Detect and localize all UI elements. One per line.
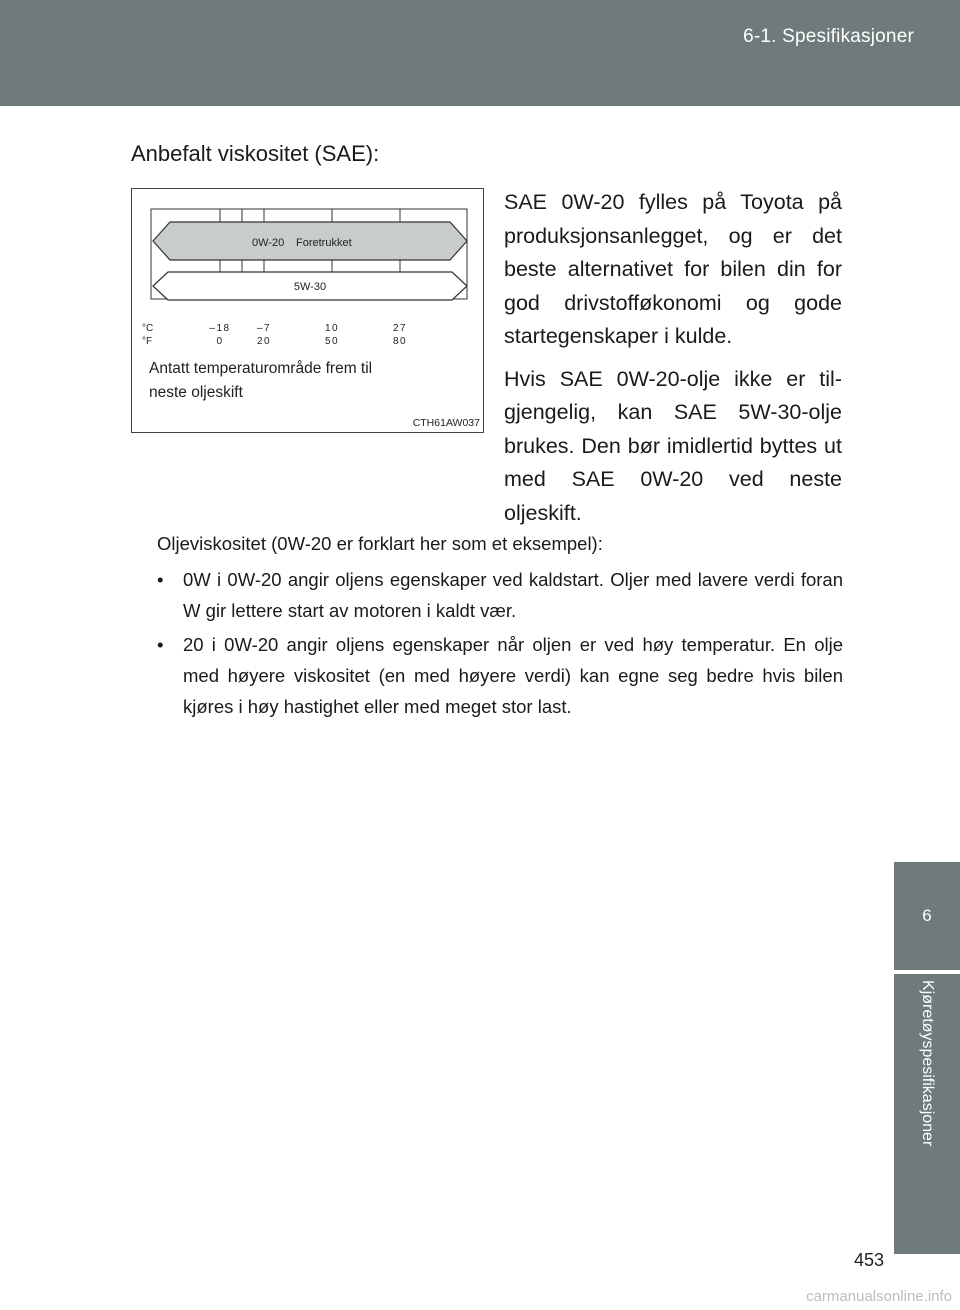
note-bullet-item <box>157 629 843 722</box>
note-bullet-text: 0W i 0W-20 angir oljens egenskaper ved kaldstart. Oljer med lavere verdi foran W gir lettere start av motoren i kaldt vær. <box>183 569 843 621</box>
section-title: Anbefalt viskositet (SAE): <box>131 141 380 166</box>
chapter-tab-label-text: Kjøretøyspesifikasjoner <box>919 980 936 1147</box>
band-0w20-grade: 0W-20 <box>252 237 285 249</box>
figure-code: CTH61AW037 <box>412 417 480 429</box>
note-bullet-item <box>157 564 843 626</box>
header-bar <box>0 0 960 106</box>
viscosity-note <box>157 528 843 725</box>
figure-caption-line1: Antatt temperaturområde frem til <box>149 360 373 377</box>
note-bullet-list <box>157 564 843 722</box>
chapter-tab-number: 6 <box>894 862 960 970</box>
bullet-icon: • <box>157 634 164 655</box>
figure-caption <box>149 357 372 405</box>
chapter-tab-label <box>894 974 960 1254</box>
tick-c-2: 10 <box>324 323 340 334</box>
recommendation-paragraph-1: SAE 0W-20 fylles på Toyota på produksjonsanlegget, og er det beste alternativet for bilen din for god drivstofføkonomi og gode startegenskaper i kulde. <box>504 190 842 348</box>
figure-caption-line2: neste oljeskift <box>149 384 243 401</box>
band-0w20-note: Foretrukket <box>296 237 352 249</box>
tick-f-0: 0 <box>216 336 224 347</box>
viscosity-figure <box>131 188 484 433</box>
note-intro: Oljeviskositet (0W-20 er forklart her som et eksempel): <box>157 533 603 554</box>
tick-c-3: 27 <box>392 323 408 334</box>
watermark: carmanualsonline.info <box>806 1288 952 1305</box>
unit-fahrenheit: °F <box>142 336 153 347</box>
tick-f-1: 20 <box>256 336 272 347</box>
tick-f-2: 50 <box>324 336 340 347</box>
bullet-icon: • <box>157 569 164 590</box>
tick-c-1: –7 <box>256 323 272 334</box>
tick-c-0: –18 <box>209 323 231 334</box>
band-5w30-grade: 5W-30 <box>293 281 327 293</box>
section-header-title: 6-1. Spesifikasjoner <box>743 26 914 47</box>
recommendation-paragraph-2: Hvis SAE 0W-20-olje ikke er til- gjengelig, kan SAE 5W-30-olje brukes. Den bør imidlertid byttes ut med SAE 0W-20 ved neste oljeskift. <box>504 366 842 525</box>
page-number: 453 <box>853 1250 884 1270</box>
note-bullet-text: 20 i 0W-20 angir oljens egenskaper når oljen er ved høy temperatur. En olje med høyere viskositet (en med høyere verdi) kan egne seg bedre hvis bilen kjøres i høy hastighet eller med meget stor last. <box>183 634 843 717</box>
unit-celsius: °C <box>142 323 154 334</box>
tick-f-3: 80 <box>392 336 408 347</box>
recommendation-text <box>504 186 842 539</box>
